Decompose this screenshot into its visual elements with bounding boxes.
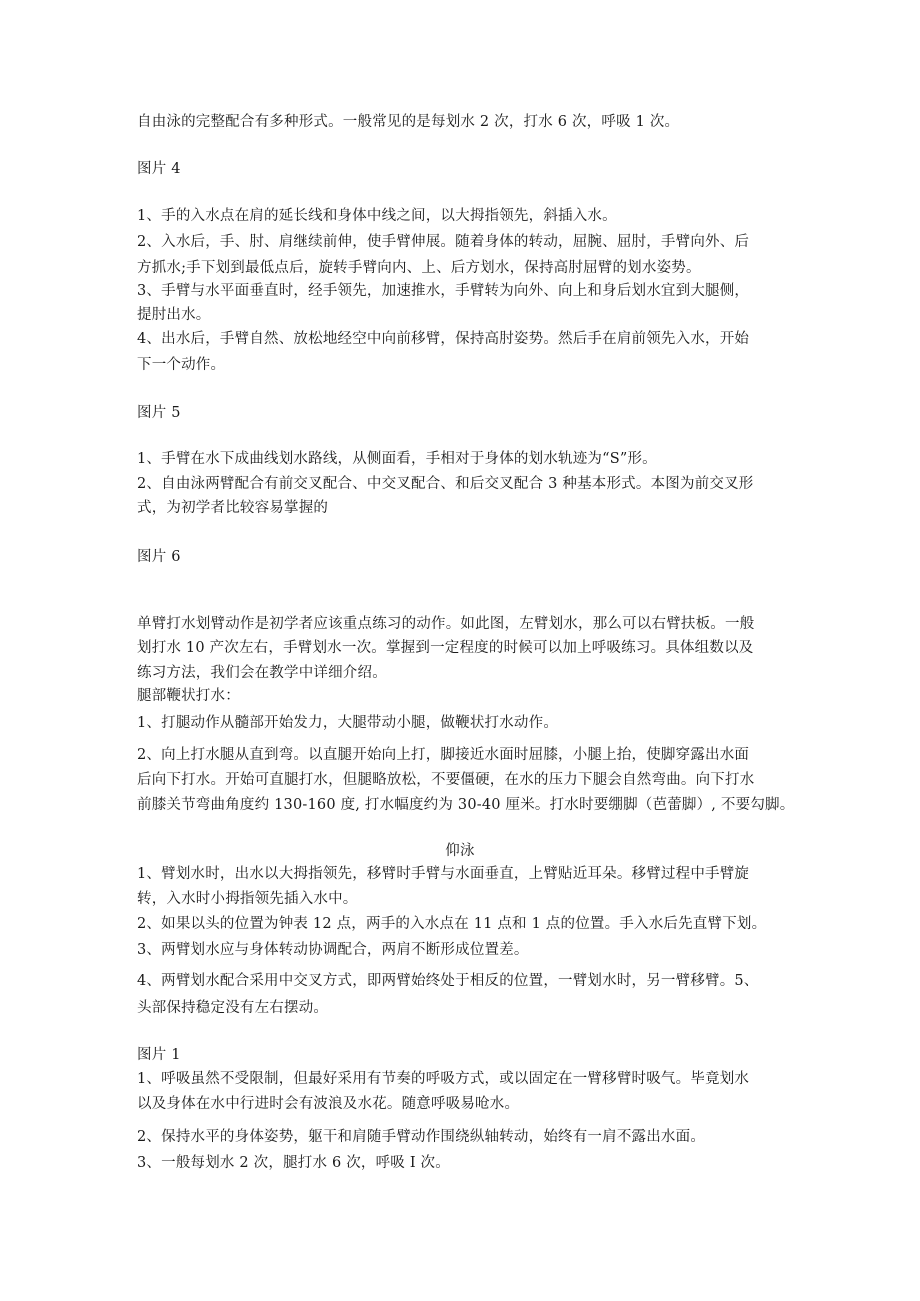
text-line: 2、入水后，手、肘、肩继续前伸，使手臂伸展。随着身体的转动，屈腕、屈肘，手臂向外、后 [137, 234, 750, 250]
text-line: 提肘出水。 [137, 307, 211, 323]
text-line: 4、出水后，手臂自然、放松地经空中向前移臂，保持高肘姿势。然后手在肩前领先入水，开始 [137, 331, 750, 347]
text-line: 1、手的入水点在肩的延长线和身体中线之间，以大拇指领先，斜插入水。 [137, 208, 617, 224]
intro-line: 自由泳的完整配合有多种形式。一般常见的是每划水 2 次，打水 6 次，呼吸 1 次。 [137, 114, 680, 130]
text-line: 2、向上打水腿从直到弯。以直腿开始向上打，脚接近水面时屈膝，小腿上抬，使脚穿露出水面 [137, 747, 750, 763]
text-line: 转，入水时小拇指领先插入水中。 [137, 891, 358, 907]
text-line: 1、呼吸虽然不受限制，但最好采用有节奏的呼吸方式，或以固定在一臂移臂时吸气。毕竟划水 [137, 1071, 750, 1087]
text-line: 练习方法，我们会在教学中详细介绍。 [137, 665, 387, 681]
figure-caption-1: 图片 1 [137, 1047, 181, 1063]
text-line: 后向下打水。开始可直腿打水，但腿略放松，不要僵硬，在水的压力下腿会自然弯曲。向下打水 [137, 772, 755, 788]
section-title-backstroke: 仰泳 [445, 843, 475, 859]
text-line: 单臂打水划臂动作是初学者应该重点练习的动作。如此图，左臂划水，那么可以右臂扶板。一般 [137, 616, 755, 632]
text-line: 1、臂划水时，出水以大拇指领先，移臂时手臂与水面垂直，上臂贴近耳朵。移臂过程中手臂旋 [137, 866, 750, 882]
text-line: 3、一般每划水 2 次，腿打水 6 次，呼吸 I 次。 [137, 1155, 450, 1171]
text-line: 2、如果以头的位置为钟表 12 点，两手的入水点在 11 点和 1 点的位置。手入水后先直臂下划。 [137, 916, 767, 932]
text-line: 式，为初学者比较容易掌握的 [137, 500, 329, 516]
text-line: 1、打腿动作从髓部开始发力，大腿带动小腿，做鞭状打水动作。 [137, 715, 559, 731]
text-line: 下一个动作。 [137, 357, 226, 373]
figure-caption-5: 图片 5 [137, 405, 181, 421]
text-line: 划打水 10 产次左右，手臂划水一次。掌握到一定程度的时候可以加上呼吸练习。具体组数以及 [137, 640, 754, 656]
figure-caption-6: 图片 6 [137, 549, 181, 565]
text-line: 3、手臂与水平面垂直时，经手领先，加速推水，手臂转为向外、向上和身后划水宜到大腿侧， [137, 283, 750, 299]
text-line: 1、手臂在水下成曲线划水路线，从侧面看，手相对于身体的划水轨迹为“S”形。 [137, 451, 657, 467]
figure-caption-4: 图片 4 [137, 161, 181, 177]
text-line: 方抓水;手下划到最低点后，旋转手臂向内、上、后方划水，保持高肘屈臂的划水姿势。 [137, 260, 701, 276]
text-line: 前膝关节弯曲角度约 130-160 度, 打水幅度约为 30-40 厘米。打水时要绷脚（芭蕾脚）, 不要勾脚。 [137, 797, 795, 813]
text-line: 头部保持稳定没有左右摆动。 [137, 1000, 329, 1016]
text-line: 4、两臂划水配合采用中交叉方式，即两臂始终处于相反的位置，一臂划水时，另一臂移臂。5、 [137, 973, 759, 989]
text-line: 3、两臂划水应与身体转动协调配合，两肩不断形成位置差。 [137, 942, 529, 958]
section-heading-leg-kick: 腿部鞭状打水： [137, 688, 240, 704]
text-line: 2、保持水平的身体姿势，躯干和肩随手臂动作围绕纵轴转动，始终有一肩不露出水面。 [137, 1129, 706, 1145]
text-line: 以及身体在水中行进时会有波浪及水花。随意呼吸易呛水。 [137, 1096, 520, 1112]
text-line: 2、自由泳两臂配合有前交叉配合、中交叉配合、和后交叉配合 3 种基本形式。本图为前交叉形 [137, 476, 754, 492]
